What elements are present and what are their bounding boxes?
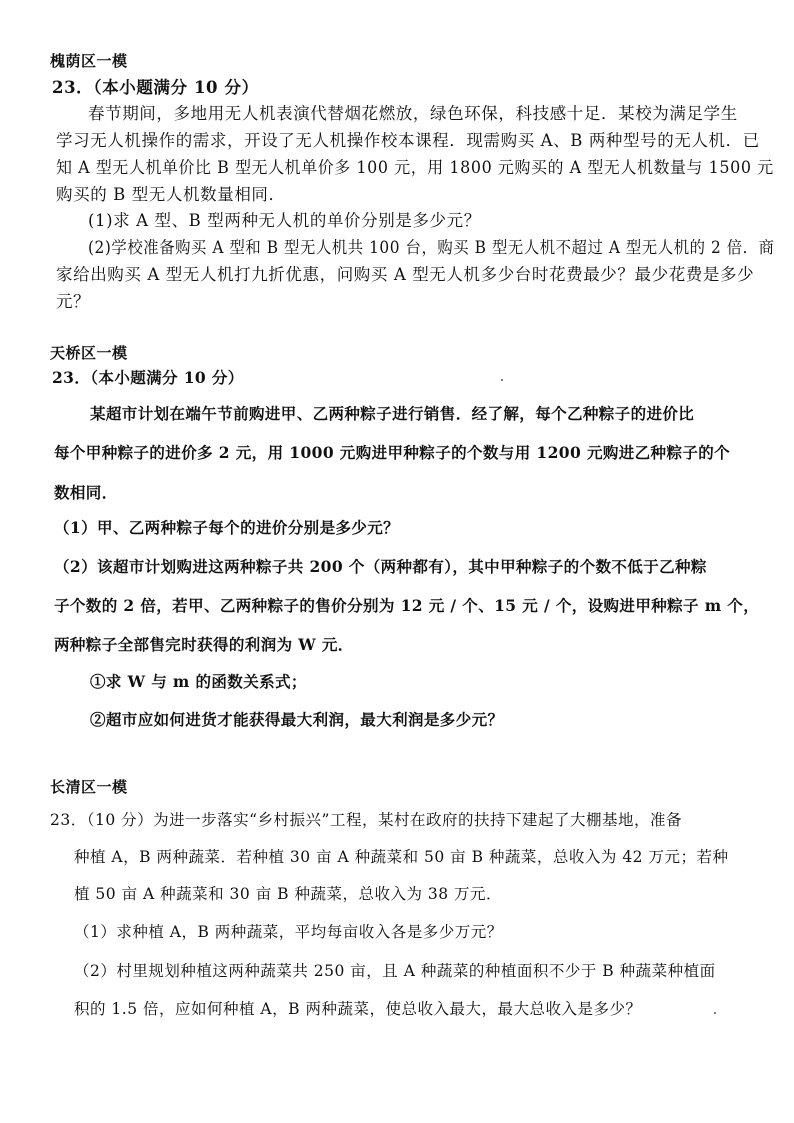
question-2-line: (2)学校准备购买 A 型和 B 型无人机共 100 台，购买 B 型无人机不超过 A 型无人机的 2 倍．商 bbox=[88, 238, 775, 257]
problem-intro: （10 分）为进一步落实“乡村振兴”工程，某村在政府的扶持下建起了大棚基地，准备 bbox=[86, 811, 682, 829]
body-line: 数相同． bbox=[54, 483, 118, 502]
problem-number: 23． bbox=[52, 368, 91, 387]
question-1: （1）求种植 A，B 两种蔬菜，平均每亩收入各是多少万元？ bbox=[74, 923, 503, 941]
body-line: 植 50 亩 A 种蔬菜和 30 亩 B 种蔬菜，总收入为 38 万元． bbox=[74, 885, 503, 903]
region-title: 长清区一模 bbox=[50, 778, 128, 796]
scan-speck bbox=[501, 379, 503, 381]
region-title: 槐荫区一模 bbox=[50, 52, 128, 70]
problem-number: 23． bbox=[52, 78, 94, 97]
body-line: 某超市计划在端午节前购进甲、乙两种粽子进行销售．经了解，每个乙种粽子的进价比 bbox=[90, 404, 695, 423]
body-line: 知 A 型无人机单价比 B 型无人机单价多 100 元，用 1800 元购买的 A 型无人机数量与 1500 元 bbox=[56, 158, 774, 177]
question-2-part-b: ②超市应如何进货才能获得最大利润，最大利润是多少元？ bbox=[90, 710, 504, 729]
question-2-part-a: ①求 W 与 m 的函数关系式； bbox=[90, 672, 307, 691]
problem-number: 23． bbox=[50, 811, 87, 829]
body-line: 购买的 B 型无人机数量相同． bbox=[56, 185, 286, 204]
question-1: (1)求 A 型、B 型两种无人机的单价分别是多少元？ bbox=[88, 211, 481, 230]
score-note: （本小题满分 10 分） bbox=[93, 78, 259, 97]
body-line: 每个甲种粽子的进价多 2 元，用 1000 元购进甲种粽子的个数与用 1200 元购进乙种粽子的个 bbox=[54, 443, 731, 462]
question-2-line: 子个数的 2 倍，若甲、乙两种粽子的售价分别为 12 元 / 个、15 元 / 个，设购进甲种粽子 m 个， bbox=[54, 596, 760, 615]
problem-header bbox=[50, 808, 682, 830]
question-2-line: （2）村里规划种植这两种蔬菜共 250 亩，且 A 种蔬菜的种植面积不少于 B 种蔬菜种植面 bbox=[74, 962, 716, 980]
question-2-line: 元？ bbox=[56, 292, 91, 311]
score-note: （本小题满分 10 分） bbox=[90, 368, 244, 387]
region-title: 天桥区一模 bbox=[50, 344, 128, 362]
body-line: 学习无人机操作的需求，开设了无人机操作校本课程．现需购买 A、B 两种型号的无人机．已 bbox=[56, 131, 760, 150]
body-line: 种植 A，B 两种蔬菜．若种植 30 亩 A 种蔬菜和 50 亩 B 种蔬菜，总收入为 42 万元；若种 bbox=[74, 848, 729, 866]
question-1: （1）甲、乙两种粽子每个的进价分别是多少元？ bbox=[54, 518, 400, 537]
question-2-line: 两种粽子全部售完时获得的利润为 W 元． bbox=[54, 635, 354, 654]
problem-header bbox=[52, 366, 244, 388]
question-2-line: 积的 1.5 倍，应如何种植 A，B 两种蔬菜，使总收入最大，最大总收入是多少？ bbox=[74, 1000, 642, 1018]
question-2-line: 家给出购买 A 型无人机打九折优惠，问购买 A 型无人机多少台时花费最少？最少花费是多少 bbox=[56, 265, 755, 284]
scan-speck bbox=[714, 1012, 716, 1014]
question-2-line: （2）该超市计划购进这两种粽子共 200 个（两种都有），其中甲种粽子的个数不低于乙种粽 bbox=[54, 557, 707, 576]
problem-header bbox=[52, 74, 259, 98]
body-line: 春节期间，多地用无人机表演代替烟花燃放，绿色环保，科技感十足．某校为满足学生 bbox=[88, 104, 738, 123]
